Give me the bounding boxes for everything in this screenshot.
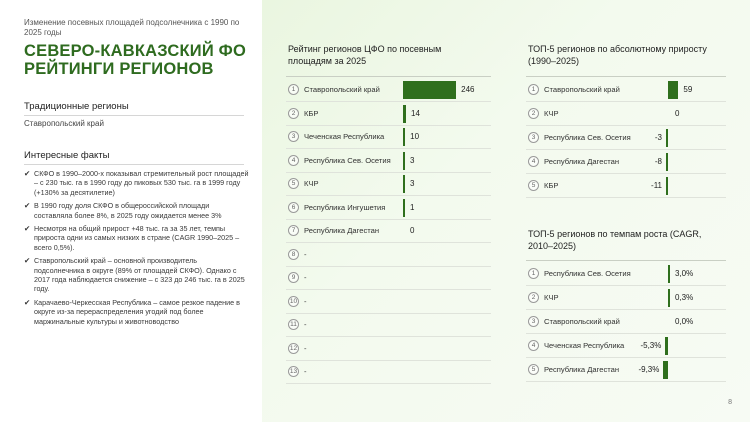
rank-badge: 4 <box>288 155 299 166</box>
top-cagr-title: ТОП-5 регионов по темпам роста (CAGR, 2010–2025) <box>528 229 702 251</box>
value-label: 3,0% <box>675 269 694 278</box>
title-line-1: СЕВЕРО-КАВКАЗСКИЙ ФО <box>24 42 246 60</box>
value-bar <box>403 199 405 217</box>
row-divider <box>526 197 726 198</box>
row-divider <box>286 383 491 384</box>
check-icon: ✔ <box>24 201 31 211</box>
rank-badge: 2 <box>528 292 539 303</box>
fact-text: В 1990 году доля СКФО в общероссийской площади составляла более 8%, в 2025 году ожидается менее 3% <box>34 201 222 220</box>
value-label: -9,3% <box>638 365 660 374</box>
region-name: - <box>304 320 307 329</box>
rating-rule <box>286 76 491 77</box>
value-bar <box>665 337 668 355</box>
table-row <box>286 78 491 102</box>
fact-text: Ставропольский край – основной производитель подсолнечника в округе (89% от площадей СКФО). Однако с 2017 года наблюдается снижение – с 323 до 246 тыс. га в 2025 году. <box>34 256 245 294</box>
table-row <box>526 262 726 286</box>
table-row <box>526 310 726 334</box>
value-bar <box>666 153 668 171</box>
region-name: Республика Дагестан <box>304 226 380 235</box>
fact-item <box>24 169 249 197</box>
rank-badge: 13 <box>289 368 298 375</box>
table-row <box>526 286 726 310</box>
value-bar <box>666 129 668 147</box>
check-icon: ✔ <box>24 169 31 178</box>
rating-title: Рейтинг регионов ЦФО по посевным площадям за 2025 <box>288 44 442 66</box>
page-subtitle: Изменение посевных площадей подсолнечника с 1990 по 2025 годы <box>24 18 240 37</box>
table-row <box>526 150 726 174</box>
table-row <box>526 102 726 126</box>
value-label: -5,3% <box>640 341 662 350</box>
facts-heading: Интересные факты <box>24 150 110 161</box>
value-label: 3 <box>410 155 415 165</box>
rank-badge: 1 <box>528 268 539 279</box>
region-name: Чеченская Республика <box>304 132 385 141</box>
fact-item <box>24 224 249 252</box>
table-row <box>286 360 491 384</box>
region-name: - <box>304 367 307 376</box>
rank-badge: 6 <box>288 202 299 213</box>
value-label: -8 <box>654 157 662 166</box>
value-bar <box>668 265 670 283</box>
value-bar <box>403 128 405 146</box>
value-bar <box>403 175 405 193</box>
region-name: Ставропольский край <box>544 85 620 94</box>
top-cagr-rule <box>526 260 726 261</box>
region-name: Ставропольский край <box>544 317 620 326</box>
region-name: КЧР <box>544 293 559 302</box>
value-bar <box>403 152 405 170</box>
page-number: 8 <box>728 399 732 406</box>
value-bar <box>668 289 670 307</box>
region-name: КБР <box>304 108 319 118</box>
facts-list <box>24 169 249 330</box>
value-label: 0 <box>675 109 680 118</box>
rank-badge: 3 <box>528 132 539 143</box>
title-line-2: РЕЙТИНГИ РЕГИОНОВ <box>24 60 214 78</box>
rank-badge: 5 <box>528 180 539 191</box>
traditional-heading: Традиционные регионы <box>24 101 129 112</box>
rank-badge: 2 <box>288 108 299 119</box>
table-row <box>286 125 491 149</box>
rank-badge: 3 <box>288 131 299 142</box>
page-title <box>24 42 246 78</box>
region-name: Чеченская Республика <box>544 341 625 350</box>
table-row <box>286 172 491 196</box>
right-panel <box>262 0 750 422</box>
left-panel <box>0 0 262 422</box>
region-name: Республика Сев. Осетия <box>304 155 391 165</box>
row-divider <box>526 381 726 382</box>
region-name: Республика Дагестан <box>544 157 620 166</box>
fact-text: Карачаево-Черкесская Республика – самое резкое падение в округе из-за перераспределения угодий под более маржинальные культуры и животноводство <box>34 297 240 326</box>
top-abs-title: ТОП-5 регионов по абсолютному приросту (1990–2025) <box>528 44 707 66</box>
table-row <box>526 358 726 382</box>
rank-badge: 8 <box>288 249 299 260</box>
rank-badge: 9 <box>288 272 299 283</box>
value-label: 0,0% <box>675 317 694 326</box>
region-name: Республика Дагестан <box>544 365 620 374</box>
table-row <box>526 126 726 150</box>
table-row <box>286 149 491 173</box>
table-row <box>286 290 491 314</box>
check-icon: ✔ <box>24 297 31 307</box>
check-icon: ✔ <box>24 224 31 234</box>
rank-badge: 2 <box>528 108 539 119</box>
region-name: Ставропольский край <box>304 85 380 94</box>
fact-text: СКФО в 1990–2000-х показывал стремительный рост площадей – с 230 тыс. га в 1990 году до пиковых 530 тыс. га в 1999 году (+130% за десятилетие) <box>34 169 249 197</box>
value-bar <box>663 361 668 379</box>
table-row <box>286 313 491 337</box>
region-name: Республика Сев. Осетия <box>544 269 631 278</box>
rank-badge: 4 <box>528 156 539 167</box>
region-name: Республика Сев. Осетия <box>544 133 631 142</box>
value-label: 14 <box>411 108 420 118</box>
value-bar <box>666 177 668 195</box>
top-abs-rule <box>526 76 726 77</box>
table-row <box>526 334 726 358</box>
value-label: 10 <box>410 132 420 141</box>
check-icon: ✔ <box>24 256 31 266</box>
region-name: Республика Ингушетия <box>304 202 386 212</box>
fact-item <box>24 256 249 294</box>
value-label: 3 <box>410 179 415 188</box>
value-label: 0,3% <box>675 293 694 302</box>
fact-text: Несмотря на общий прирост +48 тыс. га за 35 лет, темпы прироста одни из самых низких в стране (CAGR 1990–2025 – всего 0,5%). <box>34 224 240 252</box>
fact-item <box>24 201 249 220</box>
rank-badge: 5 <box>528 364 539 375</box>
value-label: 59 <box>683 85 693 94</box>
value-label: 0 <box>410 226 415 235</box>
rank-badge: 4 <box>528 340 539 351</box>
value-label: 1 <box>410 202 415 212</box>
value-label: -11 <box>651 181 662 190</box>
table-row <box>286 102 491 126</box>
value-bar <box>403 105 406 123</box>
region-name: - <box>304 273 307 282</box>
region-name: КЧР <box>304 179 319 188</box>
facts-divider <box>24 164 244 165</box>
value-label: -3 <box>654 133 662 142</box>
value-label: 246 <box>461 85 475 94</box>
region-name: - <box>304 249 307 259</box>
rank-badge: 3 <box>528 316 539 327</box>
rank-badge: 10 <box>289 297 298 305</box>
table-row <box>286 337 491 361</box>
value-bar <box>403 81 456 99</box>
rank-badge: 1 <box>528 84 539 95</box>
rank-badge: 1 <box>288 84 299 95</box>
table-row <box>286 219 491 243</box>
table-row <box>286 243 491 267</box>
rank-badge: 7 <box>288 225 299 236</box>
value-bar <box>668 81 678 99</box>
traditional-divider <box>24 115 244 116</box>
rank-badge: 5 <box>288 178 299 189</box>
table-row <box>526 78 726 102</box>
rank-badge: 11 <box>288 319 299 330</box>
table-row <box>526 174 726 198</box>
region-name: - <box>304 343 307 353</box>
traditional-value: Ставропольский край <box>24 119 104 128</box>
rank-badge: 12 <box>289 344 298 352</box>
region-name: КБР <box>544 181 559 190</box>
fact-item <box>24 298 249 326</box>
table-row <box>286 196 491 220</box>
table-row <box>286 266 491 290</box>
region-name: КЧР <box>544 109 559 118</box>
region-name: - <box>304 296 307 306</box>
